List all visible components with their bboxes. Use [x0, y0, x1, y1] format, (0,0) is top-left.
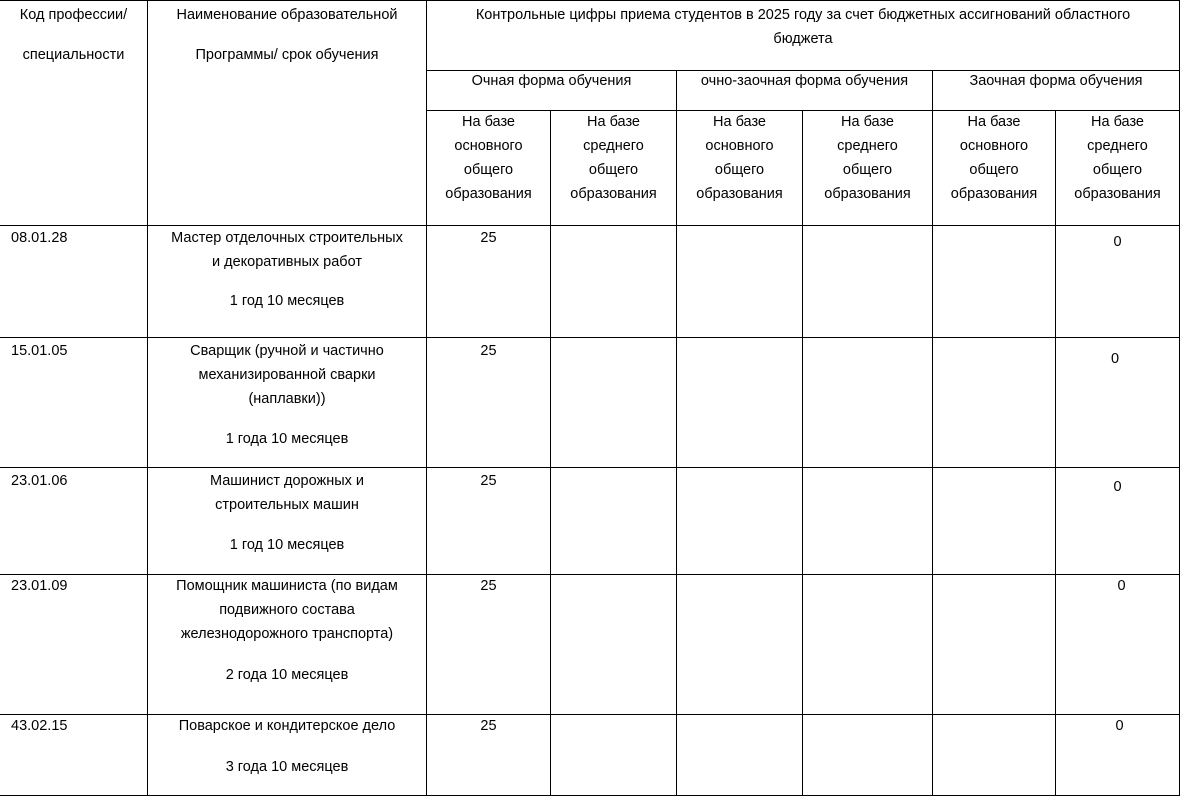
row-1-duration: 1 год 10 месяцев: [229, 293, 345, 309]
row-2-full-time-basic-value: 25: [480, 343, 497, 359]
header-full-time: Очная форма обучения: [471, 73, 632, 89]
row-5-duration: 3 года 10 месяцев: [225, 759, 349, 775]
row-5-program-name: Поварское и кондитерское дело: [178, 718, 396, 734]
row-5-code: 43.02.15: [11, 718, 68, 734]
row-4-full-time-basic-value: 25: [480, 578, 497, 594]
header-part-time: очно-заочная форма обучения: [700, 73, 909, 89]
row-4-program-name: Помощник машиниста (по видам подвижного состава железнодорожного транспорта): [176, 578, 398, 642]
full-time-split-line: [550, 110, 551, 796]
header-program-label: Наименование образовательной Программы/ срок обучения: [176, 7, 398, 63]
row-1-code: 08.01.28: [11, 230, 68, 246]
row-1-full-time-basic-value: 25: [480, 230, 497, 246]
header-full-time-basic: На базе основного общего образования: [445, 114, 532, 202]
row-3-program-name: Машинист дорожных и строительных машин: [209, 473, 365, 513]
header-part-time-basic: На базе основного общего образования: [696, 114, 783, 202]
row-3-duration: 1 год 10 месяцев: [229, 537, 345, 553]
row-divider-1: [0, 337, 1180, 338]
row-1-correspondence-secondary-value: 0: [1113, 234, 1122, 250]
row-divider-2: [0, 467, 1180, 468]
header-code-label: Код профессии/ специальности: [19, 7, 128, 63]
row-3-full-time-basic-value: 25: [480, 473, 497, 489]
table-border-bottom: [0, 795, 1180, 796]
row-2-correspondence-secondary-value: 0: [1110, 351, 1120, 367]
row-2-duration: 1 года 10 месяцев: [225, 431, 349, 447]
header-correspondence-secondary: На базе среднего общего образования: [1074, 114, 1161, 202]
row-4-correspondence-secondary-value: 0: [1117, 578, 1126, 594]
table-border-top: [0, 0, 1180, 1]
row-1-program-name: Мастер отделочных строительных и декоративных работ: [171, 230, 403, 270]
correspondence-split-line: [1055, 110, 1056, 796]
row-2-code: 15.01.05: [11, 343, 68, 359]
header-control-figures: Контрольные цифры приема студентов в 2025 году за счет бюджетных ассигнований областного бюджета: [475, 7, 1131, 47]
row-5-correspondence-secondary-value: 0: [1115, 718, 1124, 734]
row-4-duration: 2 года 10 месяцев: [225, 667, 349, 683]
header-full-time-secondary: На базе среднего общего образования: [570, 114, 657, 202]
header-correspondence: Заочная форма обучения: [969, 73, 1143, 89]
row-4-code: 23.01.09: [11, 578, 68, 594]
header-correspondence-basic: На базе основного общего образования: [950, 114, 1038, 202]
row-3-code: 23.01.06: [11, 473, 68, 489]
row-5-full-time-basic-value: 25: [480, 718, 497, 734]
row-3-correspondence-secondary-value: 0: [1113, 479, 1122, 495]
row-2-program-name: Сварщик (ручной и частично механизированной сварки (наплавки)): [190, 343, 384, 407]
part-time-split-line: [802, 110, 803, 796]
header-part-time-secondary: На базе среднего общего образования: [824, 114, 911, 202]
